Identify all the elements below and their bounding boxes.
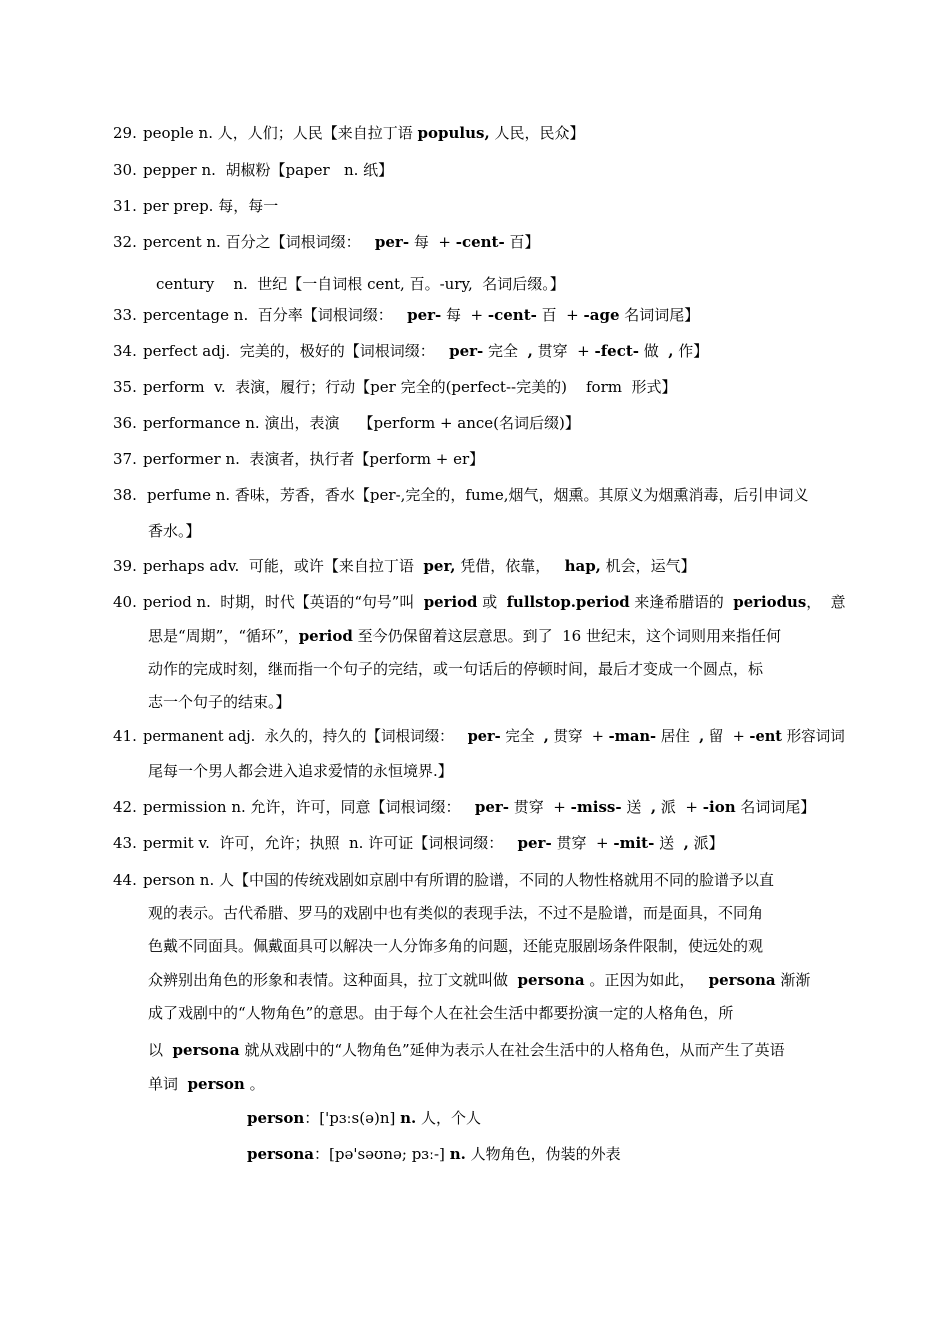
entry-text-line	[143, 870, 774, 890]
bold-term: -mit-	[613, 834, 655, 852]
text-segment: period n. 时期，时代【英语的“句号”叫	[143, 593, 424, 611]
text-segment: 香水。】	[148, 522, 201, 540]
text-segment: person n. 人【中国的传统戏剧如京剧中有所谓的脸谱，不同的人物性格就用不同的脸谱予以直	[143, 871, 775, 889]
text-segment: 完全	[483, 342, 528, 360]
text-segment: 人，个人	[416, 1109, 482, 1127]
entry-number: 40.	[113, 593, 137, 611]
bold-term: -cent-	[455, 233, 505, 251]
bold-term: ,	[543, 727, 549, 745]
bold-term: n.	[400, 1109, 417, 1127]
text-segment: 就从戏剧中的“人物角色”延伸为表示人在社会生活中的人格角色，从而产生了英语	[239, 1041, 785, 1059]
entry-number: 38.	[113, 486, 137, 504]
text-segment: 以	[148, 1041, 173, 1059]
entry-number: 41.	[113, 727, 137, 745]
text-segment: 留 +	[704, 727, 750, 745]
bold-term: per-	[474, 798, 509, 816]
entry-text-line	[143, 196, 278, 216]
bold-term: person	[187, 1075, 245, 1093]
entry-text-line	[143, 449, 484, 469]
entry-number: 44.	[113, 871, 137, 889]
entry-number: 30.	[113, 161, 137, 179]
entry-text-line	[148, 692, 291, 712]
text-segment: 思是“周期”，“循环”，	[148, 627, 299, 645]
text-segment: performance n. 演出，表演 【perform + ance(名词后缀)】	[143, 414, 580, 432]
text-segment: 。	[244, 1075, 265, 1093]
text-segment: 百】	[504, 233, 540, 251]
bold-term: period	[423, 593, 478, 611]
bold-term: per-	[449, 342, 484, 360]
entry-text-line	[143, 123, 584, 143]
text-segment: 派】	[688, 834, 724, 852]
entry-text-line	[147, 485, 809, 505]
text-segment: people n. 人，人们；人民【来自拉丁语	[143, 124, 418, 142]
entry-text-line	[143, 726, 845, 746]
entry-text-line	[148, 970, 810, 990]
entry-text-line	[143, 797, 815, 817]
text-segment: percent n. 百分之【词根词缀：	[143, 233, 375, 251]
bold-term: ,	[650, 798, 657, 816]
text-segment: 人民，民众】	[489, 124, 585, 142]
entry-text-line	[148, 626, 781, 646]
entry-text-line	[148, 936, 763, 956]
bold-term: person	[247, 1109, 305, 1127]
text-segment: 完全	[500, 727, 544, 745]
text-segment: 观的表示。古代希腊、罗马的戏剧中也有类似的表现手法，不过不是脸谱，而是面具，不同角	[148, 904, 764, 922]
bold-term: -ion	[702, 798, 736, 816]
entry-text-line	[143, 232, 539, 252]
bold-term: n.	[449, 1145, 466, 1163]
bold-term: period	[298, 627, 353, 645]
entry-text-line	[247, 1144, 621, 1164]
bold-term: populus,	[417, 124, 490, 142]
text-segment: 人物角色，伪装的外表	[465, 1145, 621, 1163]
entry-text-line	[148, 1003, 733, 1023]
text-segment: 成了戏剧中的“人物角色”的意思。由于每个人在社会生活中都要扮演一定的人格角色，所	[148, 1004, 734, 1022]
bold-term: periodus	[733, 593, 807, 611]
bold-term: -age	[583, 306, 620, 324]
text-segment: 每 +	[441, 306, 488, 324]
text-segment: 居住	[656, 727, 700, 745]
text-segment: 名词词尾】	[619, 306, 700, 324]
text-segment: pepper n. 胡椒粉【paper n. 纸】	[143, 161, 394, 179]
bold-term: per-	[374, 233, 410, 251]
text-segment: 众辨别出角色的形象和表情。这种面具，拉丁文就叫做	[148, 971, 518, 989]
text-segment: 至今仍保留着这层意思。到了 16 世纪末，这个词则用来指任何	[352, 627, 781, 645]
entry-number: 31.	[113, 197, 137, 215]
text-segment: ：[pə'səʊnə; pɜː-]	[314, 1145, 450, 1163]
text-segment: 单词	[148, 1075, 188, 1093]
text-segment: 贯穿 +	[509, 798, 571, 816]
text-segment: 来逢希腊语的	[629, 593, 734, 611]
entry-text-line	[143, 305, 699, 325]
text-segment: 凭借，依靠，	[455, 557, 565, 575]
text-segment: 。正因为如此，	[584, 971, 709, 989]
text-segment: 名词词尾】	[735, 798, 816, 816]
text-segment: ：['pɜːs(ə)n]	[304, 1109, 401, 1127]
bold-term: persona	[708, 971, 776, 989]
text-segment: 志一个句子的结束。】	[148, 693, 291, 711]
text-segment: permanent adj. 永久的，持久的【词根词缀：	[143, 727, 468, 745]
text-segment: 百 +	[536, 306, 584, 324]
entry-number: 39.	[113, 557, 137, 575]
entry-text-line	[247, 1108, 481, 1128]
entry-number: 35.	[113, 378, 137, 396]
bold-term: fullstop.period	[506, 593, 630, 611]
entry-number: 33.	[113, 306, 137, 324]
text-segment: perhaps adv. 可能，或许【来自拉丁语	[143, 557, 424, 575]
bold-term: persona	[172, 1041, 240, 1059]
bold-term: ,	[699, 727, 705, 745]
bold-term: -fect-	[594, 342, 639, 360]
bold-term: per,	[423, 557, 456, 575]
entry-text-line	[143, 377, 677, 397]
text-segment: 每 +	[409, 233, 456, 251]
text-segment: 做	[638, 342, 669, 360]
entry-text-line	[143, 160, 393, 180]
text-segment: performer n. 表演者，执行者【perform + er】	[143, 450, 485, 468]
entry-text-line	[148, 1074, 265, 1094]
text-segment: 贯穿 +	[551, 834, 614, 852]
bold-term: per-	[517, 834, 552, 852]
text-segment: 送	[621, 798, 651, 816]
text-segment: 机会，运气】	[600, 557, 696, 575]
text-segment: perfume n. 香味，芳香，香水【per-,完全的，fume,烟气，烟熏。其原义为烟熏消毒，后引申词义	[147, 486, 809, 504]
entry-number: 32.	[113, 233, 137, 251]
entry-number: 42.	[113, 798, 137, 816]
text-segment: 尾每一个男人都会进入追求爱情的永恒境界.】	[148, 762, 453, 780]
entry-number: 43.	[113, 834, 137, 852]
entry-number: 36.	[113, 414, 137, 432]
text-segment: percentage n. 百分率【词根词缀：	[143, 306, 408, 324]
entry-text-line	[143, 833, 724, 853]
entry-text-line	[143, 592, 846, 612]
bold-term: per-	[467, 727, 501, 745]
text-segment: 作】	[673, 342, 709, 360]
bold-term: -cent-	[487, 306, 537, 324]
bold-term: persona	[517, 971, 585, 989]
text-segment: perfect adj. 完美的，极好的【词根词缀：	[143, 342, 450, 360]
text-segment: ， 意	[806, 593, 846, 611]
bold-term: -man-	[608, 727, 657, 745]
entry-text-line	[148, 1040, 785, 1060]
text-segment: 送	[654, 834, 684, 852]
entry-text-line	[148, 521, 201, 541]
entry-text-line	[156, 274, 565, 294]
entry-number: 37.	[113, 450, 137, 468]
entry-text-line	[143, 413, 580, 433]
text-segment: 贯穿 +	[532, 342, 595, 360]
entry-number: 29.	[113, 124, 137, 142]
bold-term: ,	[668, 342, 674, 360]
text-segment: 或	[477, 593, 507, 611]
bold-term: -miss-	[570, 798, 622, 816]
bold-term: per-	[407, 306, 442, 324]
entry-text-line	[148, 903, 763, 923]
text-segment: century n. 世纪【一自词根 cent, 百。-ury, 名词后缀。】	[156, 275, 565, 293]
entry-number: 34.	[113, 342, 137, 360]
text-segment: 贯穿 +	[548, 727, 609, 745]
text-segment: 渐渐	[775, 971, 811, 989]
text-segment: perform v. 表演，履行；行动【per 完全的(perfect--完美的) form 形式】	[143, 378, 677, 396]
bold-term: persona	[247, 1145, 315, 1163]
entry-text-line	[148, 659, 763, 679]
text-segment: permit v. 许可，允许；执照 n. 许可证【词根词缀：	[143, 834, 518, 852]
text-segment: 派 +	[656, 798, 703, 816]
text-segment: permission n. 允许，许可，同意【词根词缀：	[143, 798, 475, 816]
text-segment: 动作的完成时刻，继而指一个句子的完结，或一句话后的停顿时间，最后才变成一个圆点，标	[148, 660, 764, 678]
bold-term: ,	[683, 834, 689, 852]
entry-text-line	[148, 761, 453, 781]
text-segment: per prep. 每，每一	[143, 197, 279, 215]
text-segment: 形容词词	[782, 727, 845, 745]
entry-text-line	[143, 341, 708, 361]
bold-term: -ent	[749, 727, 783, 745]
text-segment: 色戴不同面具。佩戴面具可以解决一人分饰多角的问题，还能克服剧场条件限制，使远处的观	[148, 937, 764, 955]
entry-text-line	[143, 556, 696, 576]
bold-term: ,	[527, 342, 533, 360]
bold-term: hap,	[564, 557, 601, 575]
